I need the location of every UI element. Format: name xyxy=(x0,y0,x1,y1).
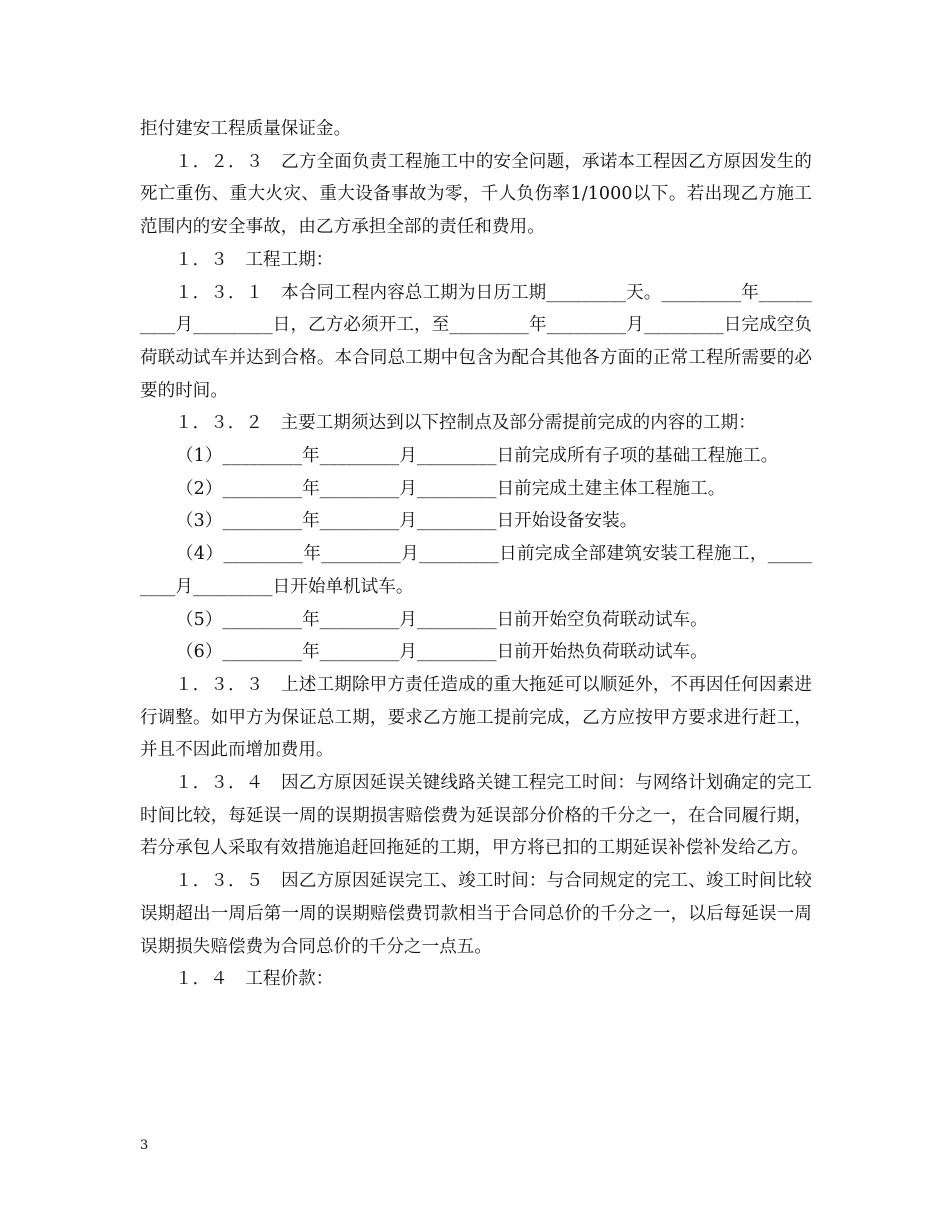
clause-1-3-5-completion-delay: １．３．５ 因乙方原因延误完工、竣工时间：与合同规定的完工、竣工时间比较误期超出一周后第一周的误期赔偿费罚款相当于合同总价的千分之一，以后每延误一周误期损失赔偿费为合同总价的千分之一点五。 xyxy=(140,871,812,957)
milestone-3: （3）_________年_________月_________日开始设备安装。 xyxy=(176,511,638,532)
milestone-1: （1）_________年_________月_________日前完成所有子项的基础工程施工。 xyxy=(176,446,779,467)
clause-1-3-1-total-period: １．３．１ 本合同工程内容总工期为日历工期_________天。_________年__________月_________日，乙方必须开工，至_________年_________月_________日完成空负荷联动试车并达到合格。本合同总工期中包含为配合其他各方面的正常工程所需要的必要的时间。 xyxy=(140,282,812,401)
document-body xyxy=(140,113,812,996)
clause-1-2-3-safety: １．２．３ 乙方全面负责工程施工中的安全问题，承诺本工程因乙方原因发生的死亡重伤、重大火灾、重大设备事故为零，千人负伤率1/1000以下。若出现乙方施工范围内的安全事故，由乙方承担全部的责任和费用。 xyxy=(140,151,812,238)
milestone-5: （5）_________年_________月_________日前开始空负荷联动试车。 xyxy=(176,609,708,630)
milestone-2: （2）_________年_________月_________日前完成土建主体工程施工。 xyxy=(176,478,726,499)
milestone-4: （4）_________年_________月_________日前完成全部建筑安装工程施工，_________月_________日开始单机试车。 xyxy=(140,544,812,597)
page-number: 3 xyxy=(140,1138,149,1153)
section-1-3-heading: １．３ 工程工期： xyxy=(175,249,334,270)
milestone-6: （6）_________年_________月_________日前开始热负荷联动试车。 xyxy=(176,642,708,663)
clause-1-3-4-critical-delay: １．３．４ 因乙方原因延误关键线路关键工程完工时间：与网络计划确定的完工时间比较，每延误一周的误期损害赔偿费为延误部分价格的千分之一，在合同履行期，若分承包人采取有效措施追赶回拖延的工期，甲方将已扣的工期延误补偿补发给乙方。 xyxy=(140,773,812,859)
section-1-4-heading: １．４ 工程价款： xyxy=(175,969,334,990)
clause-1-3-3-adjustment: １．３．３ 上述工期除甲方责任造成的重大拖延可以顺延外，不再因任何因素进行调整。如甲方为保证总工期，要求乙方施工提前完成，乙方应按甲方要求进行赶工，并且不因此而增加费用。 xyxy=(140,674,812,761)
paragraph-quality-deposit: 拒付建安工程质量保证金。 xyxy=(140,119,352,139)
clause-1-3-2-control-points: １．３．２ 主要工期须达到以下控制点及部分需提前完成的内容的工期： xyxy=(175,413,756,434)
